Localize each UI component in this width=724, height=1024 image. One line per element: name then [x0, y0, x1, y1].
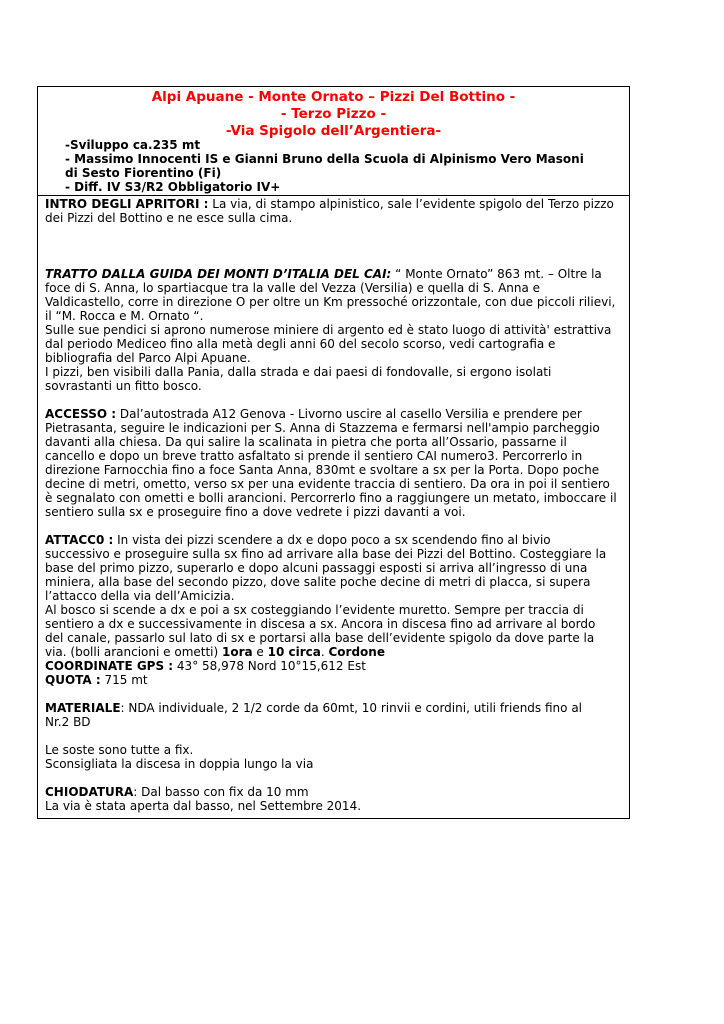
intro-label: INTRO DEGLI APRITORI :: [45, 197, 209, 211]
accesso-line: davanti alla chiesa. Da qui salire la scalinata in pietra che porta all’Ossario, passarne il: [45, 435, 567, 449]
materiale-section: [45, 701, 627, 729]
guida-line: I pizzi, ben visibili dalla Pania, dalla strada e dai paesi di fondovalle, si ergono isolati: [45, 365, 552, 379]
guida-line: Sulle sue pendici si aprono numerose miniere di argento ed è stato luogo di attività' estrattiva: [45, 323, 612, 337]
attacco-label: ATTACC0 :: [45, 533, 114, 547]
meta-length: -Sviluppo ca.235 mt: [65, 138, 201, 152]
attacco-section: [45, 533, 627, 659]
guida-section: [45, 267, 627, 393]
guida-text: “ Monte Ornato” 863 mt. – Oltre la: [391, 267, 602, 281]
meta-authors-cont: di Sesto Fiorentino (Fi): [65, 166, 222, 180]
quota-line: [45, 673, 627, 687]
chiodatura-section: [45, 785, 627, 813]
attacco-line: l’attacco della via dell’Amicizia.: [45, 589, 235, 603]
soste-section: [45, 743, 627, 771]
guida-line: il “M. Rocca e M. Ornato “.: [45, 309, 204, 323]
soste-line: Sconsigliata la discesa in doppia lungo la via: [45, 757, 314, 771]
guida-label: TRATTO DALLA GUIDA DEI MONTI D’ITALIA DEL CAI:: [45, 267, 392, 281]
intro-text: La via, di stampo alpinistico, sale l’evidente spigolo del Terzo pizzo: [208, 197, 614, 211]
attacco-text: .: [320, 645, 329, 659]
document-frame: [37, 86, 630, 819]
attacco-text: In vista dei pizzi scendere a dx e dopo poco a sx scendendo fino al bivio: [113, 533, 551, 547]
time-value: 10 circa: [267, 645, 321, 659]
accesso-line: decine di metri, ometto, verso sx per una evidente traccia di sentiero. Da ora in poi il sentiero: [45, 477, 610, 491]
guida-line: bibliografia del Parco Alpi Apuane.: [45, 351, 251, 365]
soste-line: Le soste sono tutte a fix.: [45, 743, 194, 757]
title-line-1: Alpi Apuane - Monte Ornato – Pizzi Del Bottino -: [151, 89, 516, 105]
title-cell: [38, 87, 629, 196]
chiodatura-label: CHIODATURA: [45, 785, 134, 799]
materiale-text: : NDA individuale, 2 1/2 corde da 60mt, 10 rinvii e cordini, utili friends fino al: [120, 701, 582, 715]
attacco-line-time: [45, 645, 627, 659]
meta-difficulty: - Diff. IV S3/R2 Obbligatorio IV+: [65, 180, 281, 194]
guida-line: dal periodo Mediceo fino alla metà degli anni 60 del secolo scorso, vedi cartografia e: [45, 337, 556, 351]
chiodatura-text: : Dal basso con fix da 10 mm: [133, 785, 309, 799]
materiale-line: Nr.2 BD: [45, 715, 91, 729]
quota-value: 715 mt: [100, 673, 148, 687]
accesso-label: ACCESSO :: [45, 407, 117, 421]
coordinate-label: COORDINATE GPS :: [45, 659, 174, 673]
attacco-text: via. (bolli arancioni e ometti): [45, 645, 222, 659]
route-description: [45, 197, 627, 813]
route-title: [38, 89, 629, 140]
guida-line: sovrastanti un fitto bosco.: [45, 379, 202, 393]
attacco-line: miniera, alla base del secondo pizzo, dove salite poche decine di metri di placca, si supera: [45, 575, 591, 589]
accesso-line: sentiero sulla sx e proseguire fino a dove vedrete i pizzi davanti a voi.: [45, 505, 466, 519]
time-value: 1ora: [222, 645, 253, 659]
accesso-line: è segnalato con ometti e bolli arancioni. Percorrerlo fino a raggiungere un metato, imboccare il: [45, 491, 617, 505]
accesso-section: [45, 407, 627, 519]
guida-line: Valdicastello, corre in direzione O per oltre un Km pressoché orizzontale, con due piccoli rilievi,: [45, 295, 616, 309]
attacco-line: Al bosco si scende a dx e poi a sx costeggiando l’evidente muretto. Sempre per traccia di: [45, 603, 584, 617]
intro-section: [45, 197, 627, 225]
coordinate-value: 43° 58,978 Nord 10°15,612 Est: [173, 659, 366, 673]
title-line-3: -Via Spigolo dell’Argentiera-: [225, 123, 442, 139]
coordinate-line: [45, 659, 627, 673]
meta-authors: - Massimo Innocenti IS e Gianni Bruno della Scuola di Alpinismo Vero Masoni: [65, 152, 584, 166]
route-meta: [65, 138, 625, 194]
materiale-label: MATERIALE: [45, 701, 121, 715]
accesso-line: cancello e dopo un breve tratto asfaltato si prende il sentiero CAI numero3. Percorrerlo in: [45, 449, 583, 463]
accesso-line: direzione Farnocchia fino a foce Santa Anna, 830mt e svoltare a sx per la Porta. Dopo poche: [45, 463, 600, 477]
guida-line: foce di S. Anna, lo spartiacque tra la valle del Vezza (Versilia) e quella di S. Anna e: [45, 281, 541, 295]
attacco-line: base del primo pizzo, superarlo e dopo alcuni passaggi esposti si arriva all’ingresso di una: [45, 561, 588, 575]
cordone-label: Cordone: [328, 645, 385, 659]
quota-label: QUOTA :: [45, 673, 101, 687]
attacco-line: successivo e proseguire sulla sx fino ad arrivare alla base dei Pizzi del Bottino. Costeggiare la: [45, 547, 607, 561]
attacco-text: e: [252, 645, 268, 659]
attacco-line: sentiero a dx e successivamente in discesa a sx. Ancora in discesa fino ad arrivare al bordo: [45, 617, 596, 631]
chiodatura-line: La via è stata aperta dal basso, nel Settembre 2014.: [45, 799, 362, 813]
title-line-2: - Terzo Pizzo -: [280, 106, 387, 122]
accesso-text: Dal’autostrada A12 Genova - Livorno uscire al casello Versilia e prendere per: [116, 407, 582, 421]
attacco-line: del canale, passarlo sul lato di sx e portarsi alla base dell’evidente spigolo da dove parte la: [45, 631, 595, 645]
accesso-line: Pietrasanta, seguire le indicazioni per S. Anna di Stazzema e fermarsi nell'ampio parcheggio: [45, 421, 600, 435]
intro-text-cont: dei Pizzi del Bottino e ne esce sulla cima.: [45, 211, 293, 225]
